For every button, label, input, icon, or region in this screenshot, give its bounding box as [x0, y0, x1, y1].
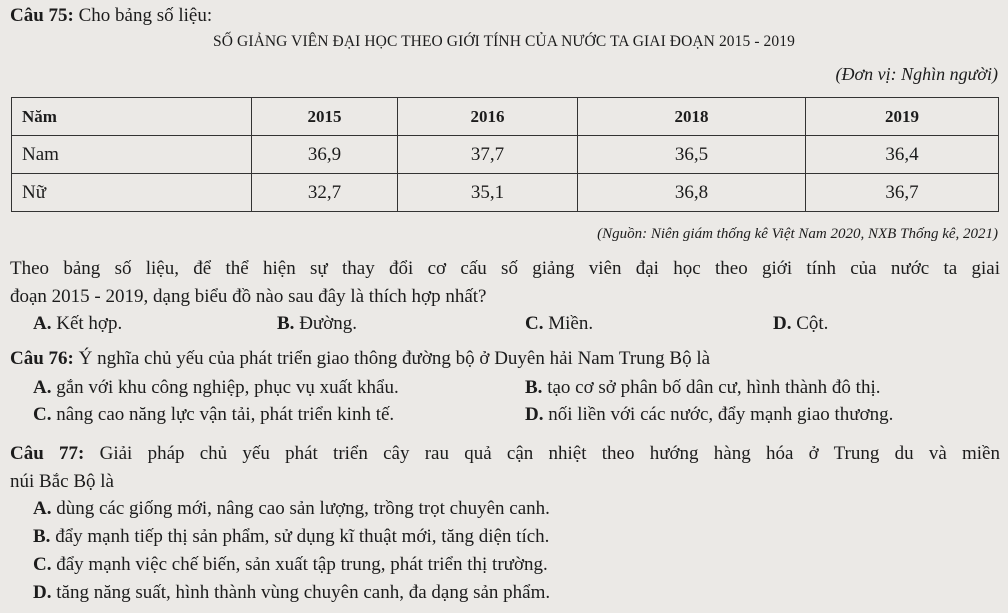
option-letter: A.	[33, 498, 52, 519]
question-76-option-c[interactable]	[33, 404, 394, 426]
table-cell: 36,7	[806, 174, 999, 212]
question-76-number: Câu 76:	[10, 348, 74, 369]
option-text: Đường.	[299, 313, 358, 334]
question-77-option-a[interactable]	[33, 498, 550, 520]
question-77-heading	[10, 440, 1000, 468]
option-text: đẩy mạnh việc chế biến, sản xuất tập trung, phát triển thị trường.	[56, 554, 548, 575]
table-cell: 36,9	[252, 136, 398, 174]
table-header-row	[12, 98, 999, 136]
question-77-option-b[interactable]	[33, 526, 549, 548]
table-cell: 36,5	[578, 136, 806, 174]
table-header-cell: Năm	[12, 98, 252, 136]
option-letter: C.	[33, 404, 52, 425]
table-row	[12, 174, 999, 212]
option-letter: D.	[33, 582, 52, 603]
option-text: nâng cao năng lực vận tải, phát triển kinh tế.	[56, 404, 395, 425]
table-unit: (Đơn vị: Nghìn người)	[835, 64, 998, 84]
table-cell: 32,7	[252, 174, 398, 212]
table-title: SỐ GIẢNG VIÊN ĐẠI HỌC THEO GIỚI TÍNH CỦA NƯỚC TA GIAI ĐOẠN 2015 - 2019	[213, 33, 795, 50]
table-cell: 36,4	[806, 136, 999, 174]
question-77-option-d[interactable]	[33, 582, 550, 604]
table-row	[12, 136, 999, 174]
option-text: Kết hợp.	[56, 313, 123, 334]
option-letter: B.	[33, 526, 51, 547]
option-text: nối liền với các nước, đẩy mạnh giao thương.	[548, 404, 894, 425]
table-cell: 36,8	[578, 174, 806, 212]
option-letter: C.	[525, 313, 544, 334]
option-text: gắn với khu công nghiệp, phục vụ xuất khẩu.	[56, 377, 399, 398]
option-text: Cột.	[796, 313, 829, 334]
option-letter: B.	[277, 313, 295, 334]
question-75-option-b[interactable]	[277, 313, 357, 335]
question-77-option-c[interactable]	[33, 554, 548, 576]
table-cell: 37,7	[398, 136, 578, 174]
option-letter: C.	[33, 554, 52, 575]
question-76-option-a[interactable]	[33, 377, 399, 399]
question-75-text-line1: Theo bảng số liệu, để thể hiện sự thay đổi cơ cấu số giảng viên đại học theo giới tính của nước ta giai	[10, 258, 1000, 279]
question-75-option-c[interactable]	[525, 313, 593, 335]
question-76-heading	[10, 348, 710, 370]
table-header-cell: 2019	[806, 98, 999, 136]
question-75-option-d[interactable]	[773, 313, 828, 335]
option-letter: D.	[773, 313, 792, 334]
table-header-cell: 2018	[578, 98, 806, 136]
table-row-label: Nam	[12, 136, 252, 174]
option-text: Miền.	[548, 313, 594, 334]
data-table	[11, 97, 999, 212]
table-cell: 35,1	[398, 174, 578, 212]
question-75-option-a[interactable]	[33, 313, 122, 335]
option-letter: A.	[33, 377, 52, 398]
table-source: (Nguồn: Niên giám thống kê Việt Nam 2020, NXB Thống kê, 2021)	[597, 226, 998, 242]
option-text: tăng năng suất, hình thành vùng chuyên canh, đa dạng sản phẩm.	[56, 582, 551, 603]
question-76-text: Ý nghĩa chủ yếu của phát triển giao thông đường bộ ở Duyên hải Nam Trung Bộ là	[78, 348, 711, 369]
question-77-text-line1: Giải pháp chủ yếu phát triển cây rau quả cận nhiệt theo hướng hàng hóa ở Trung du và miền	[99, 443, 1000, 464]
question-77-text-line2: núi Bắc Bộ là	[10, 471, 114, 492]
option-text: đẩy mạnh tiếp thị sản phẩm, sử dụng kĩ thuật mới, tăng diện tích.	[55, 526, 550, 547]
option-letter: B.	[525, 377, 543, 398]
table-header-cell: 2016	[398, 98, 578, 136]
option-text: dùng các giống mới, nâng cao sản lượng, trồng trọt chuyên canh.	[56, 498, 550, 519]
question-75-intro: Cho bảng số liệu:	[78, 5, 213, 26]
option-letter: A.	[33, 313, 52, 334]
question-75-heading	[10, 5, 212, 27]
table-row-label: Nữ	[12, 174, 252, 212]
question-77-number: Câu 77:	[10, 443, 85, 464]
option-text: tạo cơ sở phân bố dân cư, hình thành đô thị.	[547, 377, 881, 398]
question-75-text-line2: đoạn 2015 - 2019, dạng biểu đồ nào sau đây là thích hợp nhất?	[10, 286, 487, 307]
question-76-option-d[interactable]	[525, 404, 893, 426]
table-header-cell: 2015	[252, 98, 398, 136]
question-75-number: Câu 75:	[10, 5, 74, 26]
question-76-option-b[interactable]	[525, 377, 880, 399]
option-letter: D.	[525, 404, 544, 425]
